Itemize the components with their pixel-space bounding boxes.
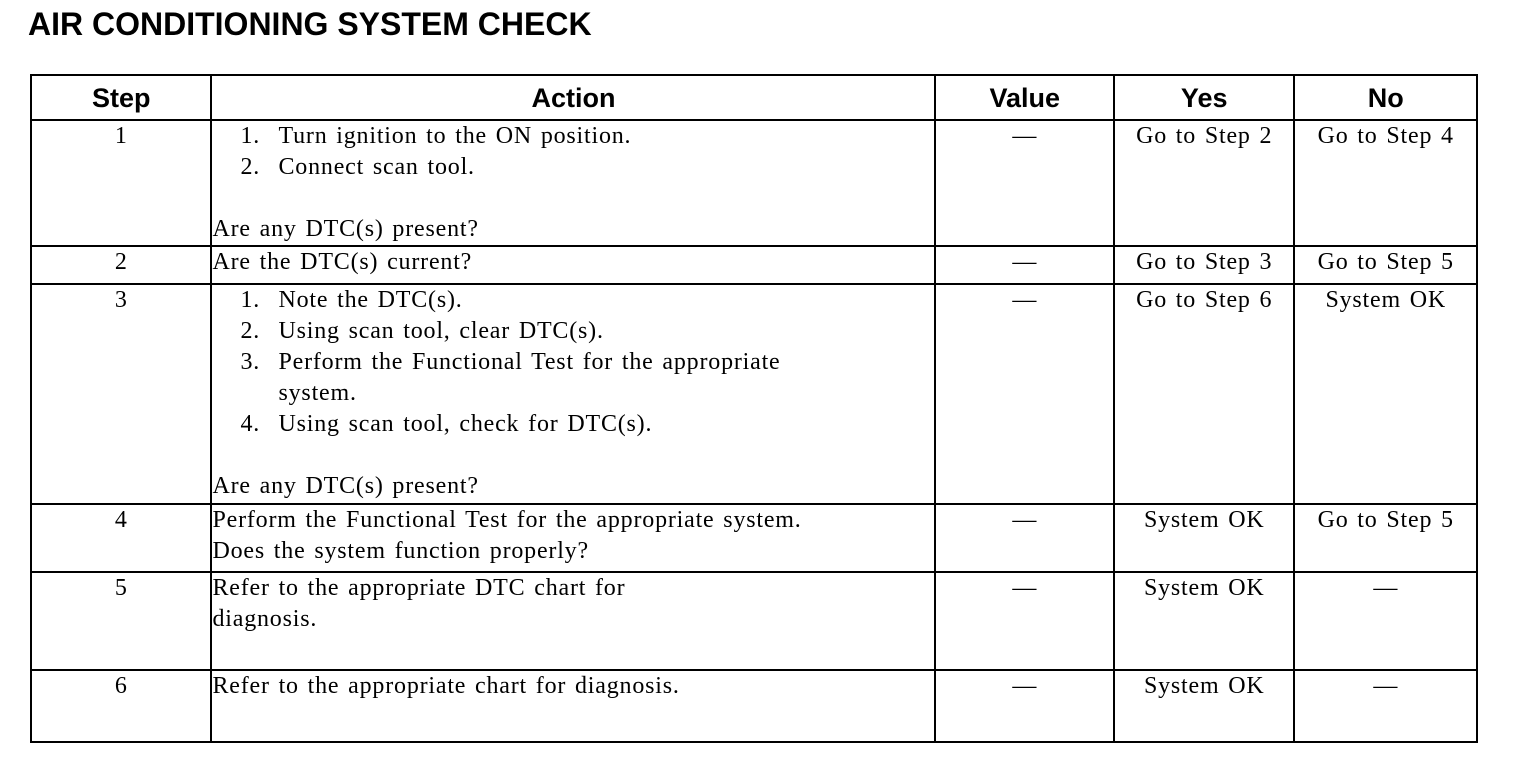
action-cell: [211, 284, 935, 504]
value-cell: —: [935, 572, 1113, 670]
action-list: [212, 121, 934, 183]
table-row: [31, 572, 1477, 670]
action-cell: [211, 246, 935, 284]
list-item: [240, 285, 864, 316]
item-text: Perform the Functional Test for the appropriate system.: [278, 349, 781, 406]
yes-cell: System OK: [1114, 670, 1294, 742]
value-cell: —: [935, 246, 1113, 284]
yes-cell: Go to Step 2: [1114, 120, 1294, 246]
action-question: Are the DTC(s) current?: [212, 249, 473, 275]
action-cell: [211, 572, 935, 670]
value-cell: —: [935, 504, 1113, 572]
no-cell: —: [1294, 572, 1477, 670]
list-item: [240, 152, 934, 183]
item-text: Turn ignition to the ON position.: [278, 123, 632, 149]
value-cell: —: [935, 670, 1113, 742]
item-text: Using scan tool, check for DTC(s).: [278, 411, 653, 437]
list-item: [240, 121, 934, 152]
action-cell: [211, 670, 935, 742]
yes-cell: System OK: [1114, 504, 1294, 572]
step-number: 1: [31, 120, 211, 246]
item-text: Using scan tool, clear DTC(s).: [278, 318, 604, 344]
yes-cell: System OK: [1114, 572, 1294, 670]
item-number: 2.: [240, 318, 261, 344]
item-number: 2.: [240, 154, 261, 180]
header-yes: Yes: [1114, 75, 1294, 120]
header-step: Step: [31, 75, 211, 120]
item-number: 4.: [240, 411, 261, 437]
action-question: Are any DTC(s) present?: [212, 473, 479, 499]
action-list: [212, 285, 934, 440]
step-number: 6: [31, 670, 211, 742]
header-value: Value: [935, 75, 1113, 120]
item-number: 1.: [240, 287, 261, 313]
action-text: Refer to the appropriate chart for diagnosis.: [212, 673, 680, 699]
table-row: [31, 284, 1477, 504]
no-cell: Go to Step 4: [1294, 120, 1477, 246]
yes-cell: Go to Step 3: [1114, 246, 1294, 284]
step-number: 3: [31, 284, 211, 504]
header-action: Action: [211, 75, 935, 120]
list-item: [240, 409, 864, 440]
header-no: No: [1294, 75, 1477, 120]
item-text: Note the DTC(s).: [278, 287, 463, 313]
no-cell: Go to Step 5: [1294, 504, 1477, 572]
list-item: [240, 316, 864, 347]
no-cell: Go to Step 5: [1294, 246, 1477, 284]
diagnostic-table: [30, 74, 1478, 743]
value-cell: —: [935, 284, 1113, 504]
table-row: [31, 120, 1477, 246]
table-row: [31, 504, 1477, 572]
page-title: AIR CONDITIONING SYSTEM CHECK: [28, 6, 592, 42]
action-text: diagnosis.: [212, 606, 318, 632]
action-text: Refer to the appropriate DTC chart for: [212, 575, 626, 601]
step-number: 4: [31, 504, 211, 572]
item-text: Connect scan tool.: [278, 154, 475, 180]
action-text: Perform the Functional Test for the appropriate system.: [212, 507, 802, 533]
no-cell: System OK: [1294, 284, 1477, 504]
yes-cell: Go to Step 6: [1114, 284, 1294, 504]
item-number: 1.: [240, 123, 261, 149]
action-question: Does the system function properly?: [212, 538, 589, 564]
action-cell: [211, 504, 935, 572]
no-cell: —: [1294, 670, 1477, 742]
table-row: [31, 246, 1477, 284]
value-cell: —: [935, 120, 1113, 246]
table-row: [31, 670, 1477, 742]
item-number: 3.: [240, 349, 261, 375]
header-row: [31, 75, 1477, 120]
step-number: 5: [31, 572, 211, 670]
action-question: Are any DTC(s) present?: [212, 216, 479, 242]
action-cell: [211, 120, 935, 246]
step-number: 2: [31, 246, 211, 284]
list-item: [240, 347, 864, 409]
